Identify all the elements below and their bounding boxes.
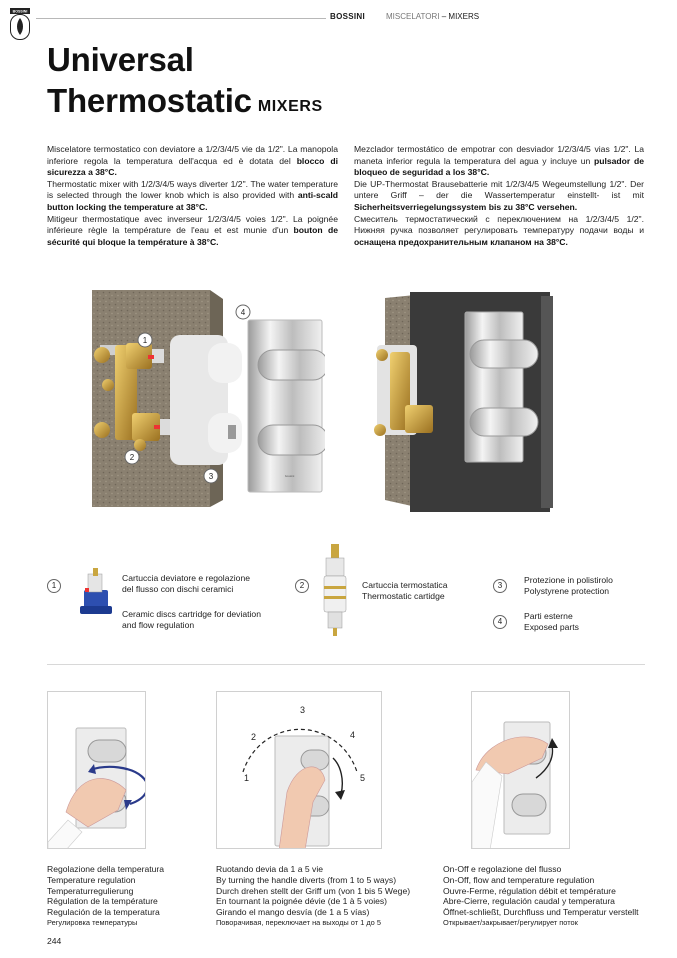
caption-onoff (443, 864, 673, 929)
caption-3-ru: Открывает/закрывает/регулирует поток (443, 917, 578, 927)
header-category-en: MIXERS (448, 12, 480, 21)
caption-2-ru: Поворачивая, переключает на выходы от 1 до 5 (216, 917, 381, 927)
caption-2-it: Ruotando devia da 1 a 5 vie (216, 864, 324, 874)
description-right (354, 144, 644, 248)
product-installed-view (365, 290, 570, 513)
description-english (47, 179, 338, 214)
section-divider (47, 664, 645, 665)
usage-frame-diverter (216, 691, 382, 849)
thermostatic-cartridge-icon (318, 544, 352, 636)
svg-text:bossini: bossini (285, 474, 295, 478)
legend-1-en: Ceramic discs cartridge for deviation and flow regulation (122, 609, 261, 630)
caption-2-de: Durch drehen stellt der Griff um (von 1 bis 5 Wege) (216, 885, 411, 896)
caption-1-fr: Régulation de la température (47, 896, 158, 907)
header-rule (36, 18, 326, 19)
caption-diverter (216, 864, 436, 929)
caption-temperature (47, 864, 212, 929)
way-4-label: 4 (350, 730, 356, 740)
caption-1-en: Temperature regulation (47, 874, 136, 885)
legend-4-it: Parti esterne (524, 611, 573, 621)
description-left (47, 144, 338, 248)
exposed-plate (248, 320, 322, 492)
legend-3-en: Polystyrene protection (524, 586, 610, 596)
caption-3-fr: Ouvre-Ferme, régulation débit et température (443, 885, 616, 896)
bossini-logo (10, 8, 30, 40)
legend-num-3: 3 (493, 579, 507, 593)
caption-3-es: Abre-Cierre, regulación caudal y temperatura (443, 896, 615, 907)
description-french-bold: bouton de sécurité qui bloque la température à 38°C. (47, 225, 338, 247)
way-2-label: 2 (251, 732, 257, 742)
callout-2-label: 2 (129, 453, 135, 462)
description-german-bold: Sicherheitsverriegelungssystem bis zu 38°C versehen. (354, 201, 578, 212)
description-english-bold: anti-scald button locking the temperature at 38°C. (47, 190, 338, 212)
header-separator: – (441, 12, 447, 21)
way-1-label: 1 (244, 773, 250, 783)
callout-3-label: 3 (208, 472, 214, 481)
description-spanish (354, 144, 644, 179)
caption-1-es: Regulación de la temperatura (47, 907, 160, 918)
description-italian (47, 144, 338, 179)
description-italian-bold: blocco di sicurezza a 38°C. (47, 155, 338, 178)
caption-2-fr: En tournant la poignée dévie (de 1 à 5 voies) (216, 896, 388, 907)
legend-4-en: Exposed parts (524, 622, 579, 632)
onoff-illustration (472, 692, 570, 849)
description-german-text: Die UP-Thermostat Brausebatterie mit 1/2/3/4/5 Wegeumstellung 1/2". Der untere Griff – der die Wassertemperatur einstellt- ist mit (354, 178, 644, 201)
legend-num-1: 1 (47, 579, 61, 593)
legend-num-2: 2 (295, 579, 309, 593)
description-spanish-text: Mezclador termostático de empotrar con desviador 1/2/3/4/5 vias 1/2". La maneta inferior regula la temperatura del agua y incluye un (354, 144, 644, 166)
legend-1-it: Cartuccia deviatore e regolazione del flusso con dischi ceramici (122, 573, 251, 594)
page-title-suffix: MIXERS (257, 98, 323, 115)
caption-3-de: Öffnet-schließt, Durchfluss und Temperatur verstellt (443, 907, 639, 918)
legend-2-en: Thermostatic cartidge (362, 591, 445, 601)
installed-plate (465, 312, 523, 462)
description-italian-text: Miscelatore termostatico con deviatore a 1/2/3/4/5 vie da 1/2". La manopola inferiore regola la temperatura dell'acqua ed è dotata del (47, 144, 338, 166)
way-5-label: 5 (360, 773, 366, 783)
usage-frame-onoff (471, 691, 570, 849)
diverter-illustration (217, 692, 382, 849)
caption-1-it: Regolazione della temperatura (47, 864, 165, 874)
caption-3-en: On-Off, flow and temperature regulation (443, 874, 595, 885)
caption-2-es: Girando el mango desvía (de 1 a 5 vías) (216, 907, 370, 918)
callout-1-label: 1 (142, 336, 148, 345)
page-title-line2 (47, 81, 323, 127)
description-russian-text: Смеситель термостатический с переключением на 1/2/3/4/5 1/2". Нижняя ручка позволяет регулировать температуру подачи воды и (354, 213, 644, 236)
usage-frame-temperature (47, 691, 146, 849)
description-english-text: Thermostatic mixer with 1/2/3/4/5 ways diverter 1/2". The water temperature is selected through the lower knob which is also provided with (47, 178, 338, 201)
caption-3-it: On-Off e regolazione del flusso (443, 864, 562, 874)
diverter-cartridge-icon (74, 566, 114, 618)
caption-1-de: Temperaturregulierung (47, 885, 134, 896)
description-german (354, 179, 644, 214)
caption-1-ru: Регулировка температуры (47, 917, 138, 927)
legend-2-it: Cartuccia termostatica (362, 580, 448, 590)
description-french (47, 214, 338, 249)
description-russian-bold: оснащена предохранительным клапаном на 38°C. (354, 236, 568, 247)
page-title-line1: Universal (47, 41, 194, 78)
way-3-label: 3 (300, 705, 306, 715)
page-title-main: Thermostatic (47, 82, 252, 119)
caption-2-en: By turning the handle diverts (from 1 to 5 ways) (216, 874, 397, 885)
product-exploded-view (60, 285, 325, 513)
page-number: 244 (47, 936, 62, 946)
legend-3-it: Protezione in polistirolo (524, 575, 613, 585)
description-russian (354, 214, 644, 249)
header-category (386, 12, 479, 21)
description-french-text: Mitigeur thermostatique avec inverseur 1/2/3/4/5 voies 1/2". La poignée inférieure règle la température de l'eau et est munie d'un (47, 213, 338, 236)
logo-text: BOSSINI (12, 9, 28, 14)
header-category-it: MISCELATORI (386, 12, 440, 21)
description-spanish-bold: pulsador de bloqueo de seguridad a los 38°C. (354, 155, 644, 178)
callout-4-label: 4 (240, 308, 246, 317)
temperature-illustration (48, 692, 146, 849)
header-brand: BOSSINI (330, 12, 365, 21)
legend-num-4: 4 (493, 615, 507, 629)
